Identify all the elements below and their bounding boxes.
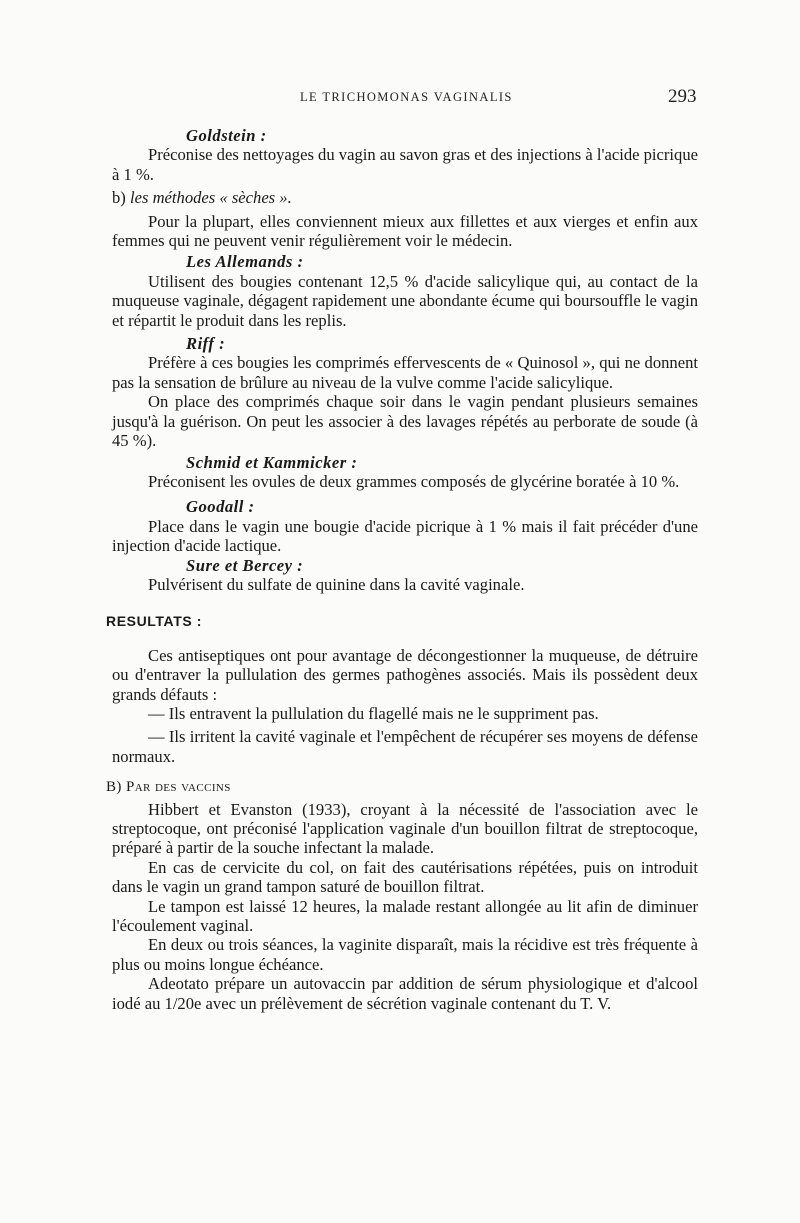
subsection-label: b) — [112, 188, 126, 208]
paragraph-hibbert: Hibbert et Evanston (1933), croyant à la nécessité de l'association avec le streptocoque, ont préconisé l'application vaginale d'un bouillon filtrat de streptocoque, préparé à partir de la souche infectant la malade. — [112, 799, 698, 858]
paragraph-seances: En deux ou trois séances, la vaginite disparaît, mais la récidive est très fréquente à plus ou moins longue échéance. — [112, 935, 698, 974]
paragraph-cervicite: En cas de cervicite du col, on fait des cautérisations répétées, puis on introduit dans le vagin un grand tampon saturé de bouillon filtrat. — [112, 857, 698, 897]
page-number: 293 — [668, 86, 697, 107]
author-sure: Sure et Bercey : — [186, 555, 304, 575]
paragraph-adeotato: Adeotato prépare un autovaccin par addition de sérum physiologique et d'alcool iodé au 1/20e avec un prélèvement de sécrétion vaginale contenant du T. V. — [112, 974, 698, 1013]
paragraph-goodall: Place dans le vagin une bougie d'acide picrique à 1 % mais il fait précéder d'une injection d'acide lactique. — [112, 516, 698, 556]
paragraph-sure: Pulvérisent du sulfate de quinine dans la cavité vaginale. — [148, 574, 525, 594]
author-goodall: Goodall : — [186, 497, 255, 517]
paragraph-goldstein: Préconise des nettoyages du vagin au savon gras et des injections à l'acide picrique à 1 %. — [112, 145, 698, 184]
paragraph-schmid: Préconisent les ovules de deux grammes composés de glycérine boratée à 10 %. — [148, 471, 680, 491]
paragraph-tampon: Le tampon est laissé 12 heures, la malade restant allongée au lit afin de diminuer l'écoulement vaginal. — [112, 896, 698, 936]
author-riff: Riff : — [186, 334, 226, 354]
paragraph-results-2: — Ils entravent la pullulation du flagellé mais ne le suppriment pas. — [148, 703, 599, 723]
section-title: Par des vaccins — [125, 779, 231, 796]
subsection-title: les méthodes « sèches ». — [129, 188, 292, 208]
results-heading: RESULTATS : — [106, 613, 203, 630]
paragraph-allemands: Utilisent des bougies contenant 12,5 % d'acide salicylique qui, au contact de la muqueuse vaginale, dégagent rapidement une abondante écume qui boursouffle le vagin et répartit le produit dans les replis. — [112, 271, 698, 330]
page-body — [106, 126, 698, 1013]
author-goldstein: Goldstein : — [186, 126, 267, 145]
paragraph-results-1: Ces antiseptiques ont pour avantage de décongestionner la muqueuse, de détruire ou d'entraver la pullulation des germes pathogènes associés. Mais ils possèdent deux grands défauts : — [112, 645, 698, 704]
running-title: LE TRICHOMONAS VAGINALIS — [300, 90, 513, 104]
section-vaccins-heading — [106, 778, 698, 797]
paragraph-riff-2: On place des comprimés chaque soir dans le vagin pendant plusieurs semaines jusqu'à la guérison. On peut les associer à des lavages répétés au perborate de soude (à 45 %). — [112, 392, 698, 451]
paragraph-plupart: Pour la plupart, elles conviennent mieux aux fillettes et aux vierges et enfin aux femmes qui ne peuvent venir régulièrement voir le médecin. — [112, 211, 698, 251]
author-allemands: Les Allemands : — [186, 252, 304, 272]
section-prefix: B) — [106, 779, 122, 796]
paragraph-riff-1: Préfère à ces bougies les comprimés effervescents de « Quinosol », qui ne donnent pas la sensation de brûlure au niveau de la vulve comme l'acide salicylique. — [112, 353, 698, 392]
author-schmid: Schmid et Kammicker : — [186, 452, 358, 472]
subsection-methodes-seches — [112, 188, 698, 207]
paragraph-results-3: — Ils irritent la cavité vaginale et l'empêchent de récupérer ses moyens de défense normaux. — [112, 727, 698, 766]
